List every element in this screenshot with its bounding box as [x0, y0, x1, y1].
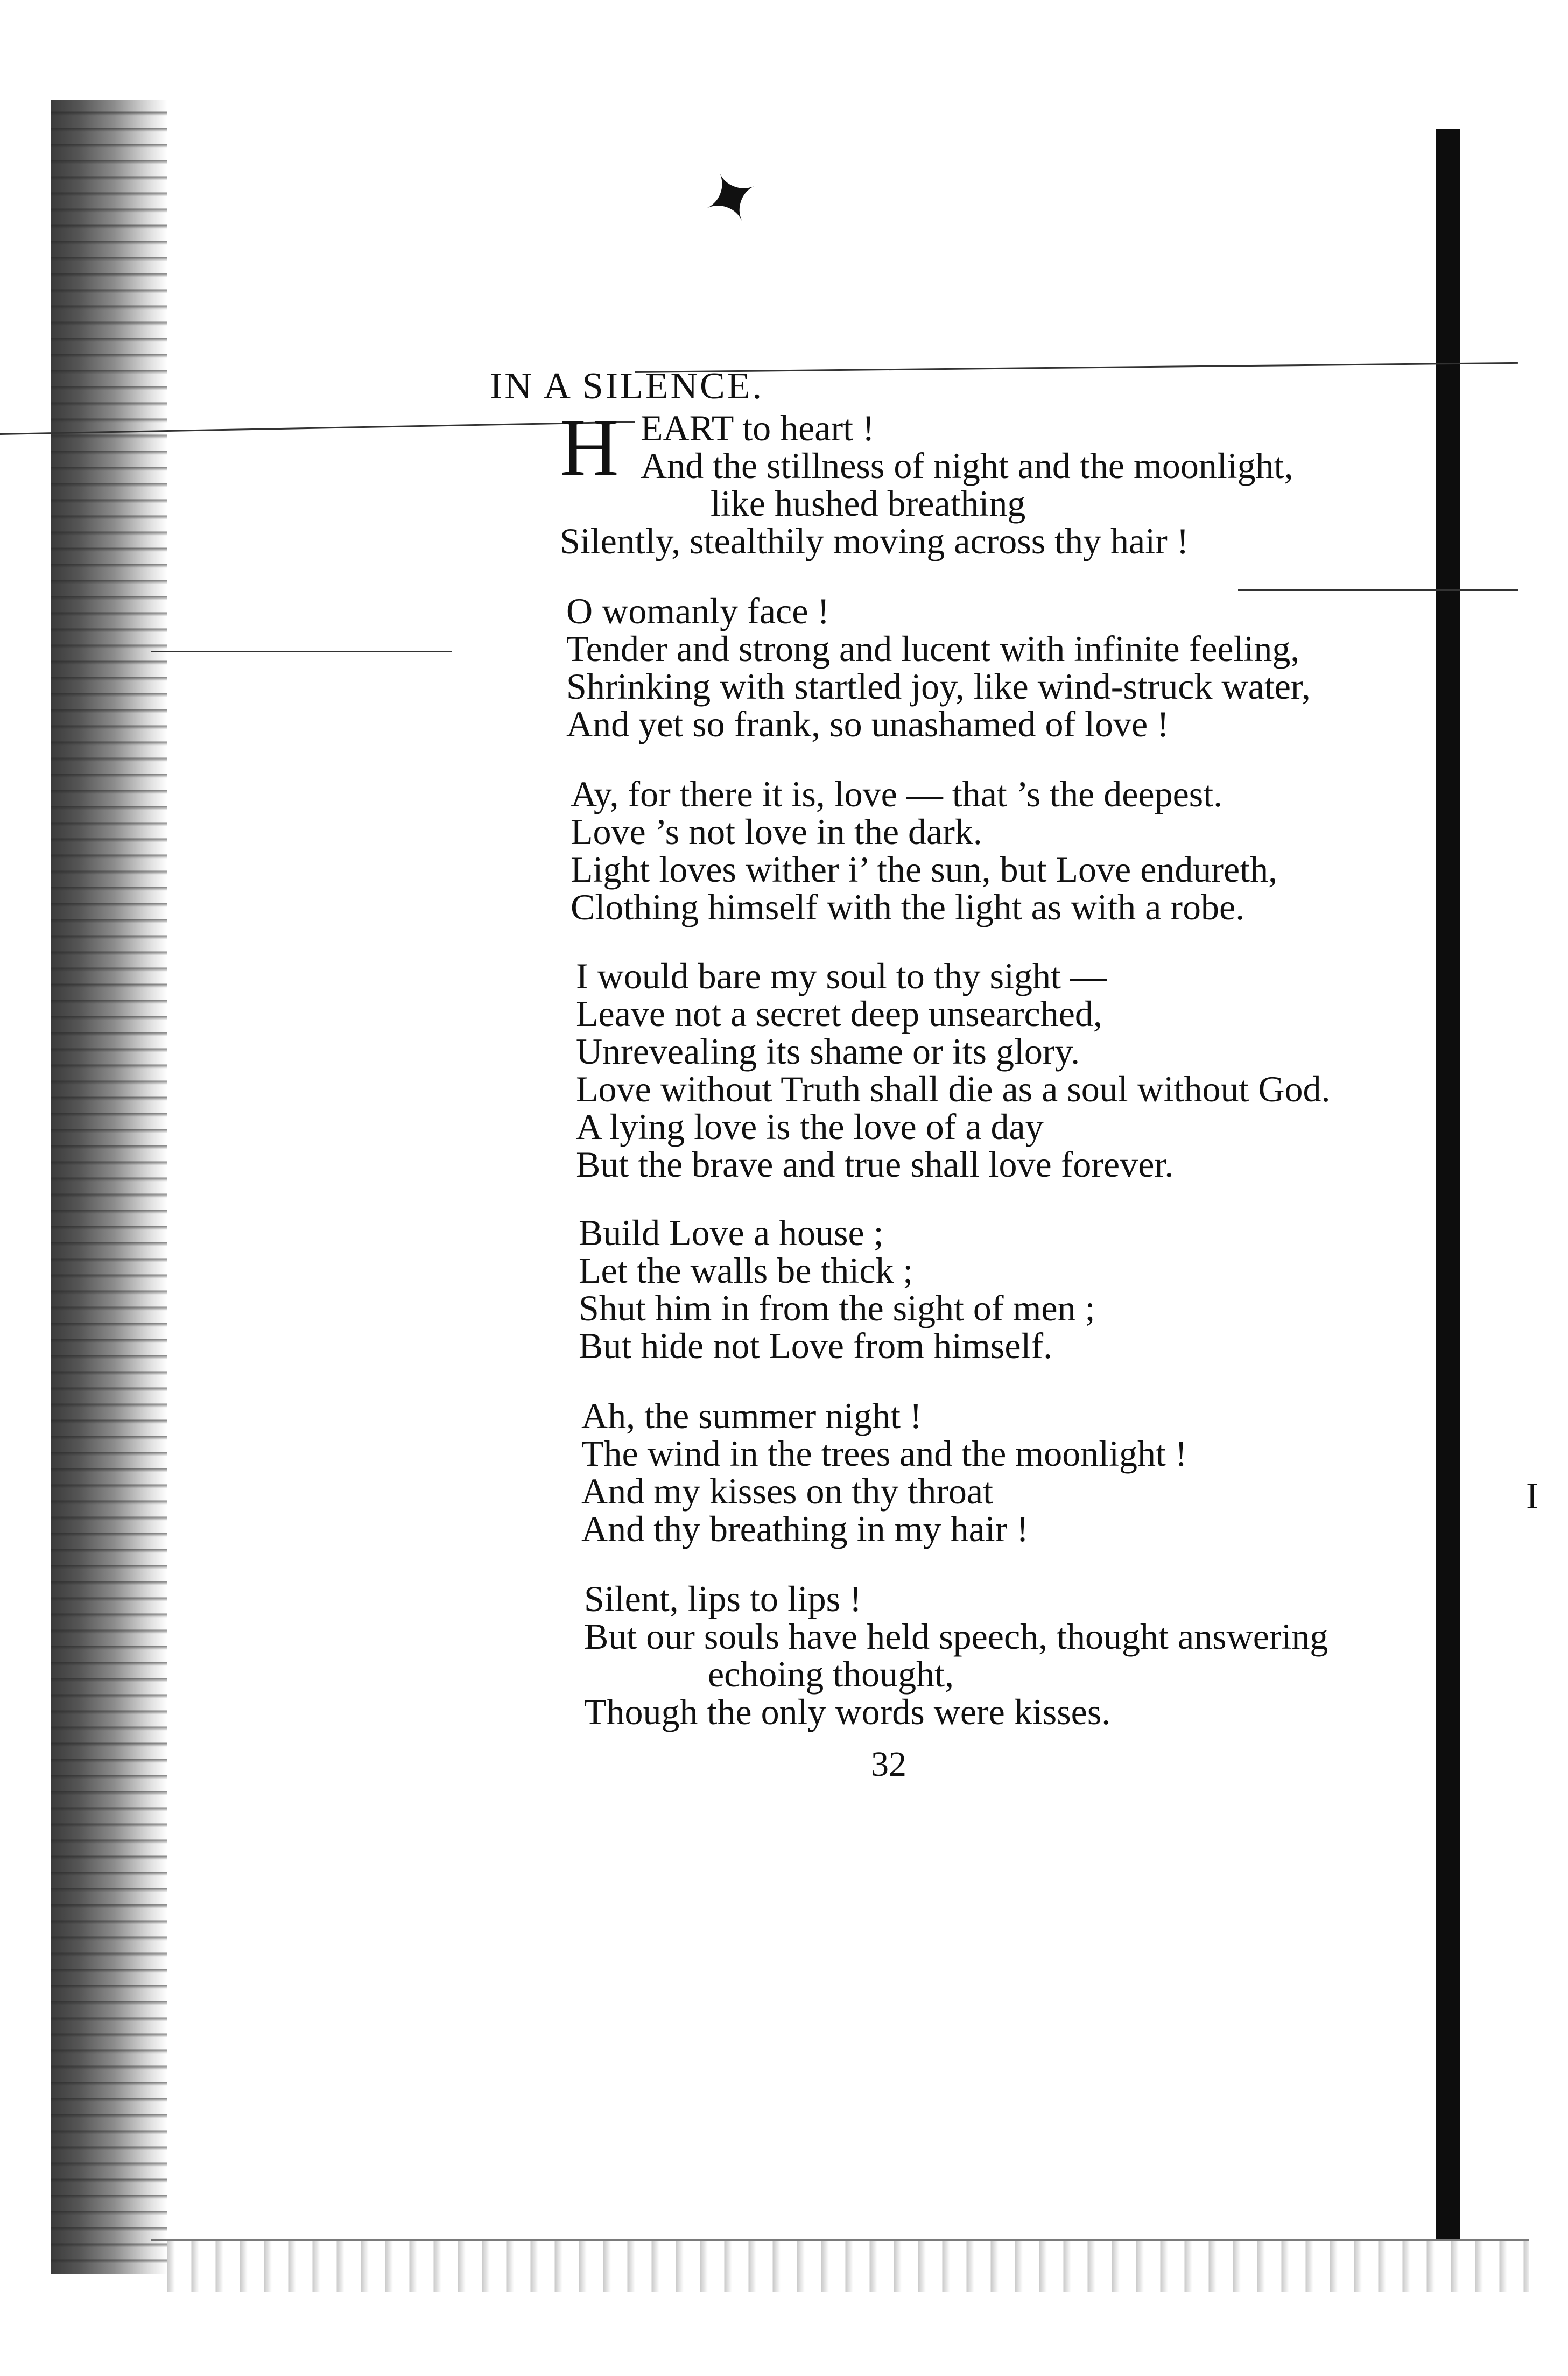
- stanza-2: [566, 592, 1311, 743]
- ink-mark-icon: ✦: [688, 151, 775, 247]
- poem-line: Leave not a secret deep unsearched,: [576, 993, 1102, 1034]
- stanza-7: [584, 1580, 1328, 1731]
- poem-line: A lying love is the love of a day: [576, 1106, 1044, 1147]
- drop-cap: H: [560, 402, 619, 493]
- stanza-6: [581, 1397, 1187, 1548]
- scan-bottom-noise: [151, 2239, 1529, 2292]
- poem-line: Love ’s not love in the dark.: [571, 811, 982, 852]
- stanza-4: [576, 957, 1331, 1183]
- margin-mark: I: [1526, 1475, 1539, 1517]
- poem-line: Let the walls be thick ;: [579, 1250, 913, 1291]
- poem-line: Shut him in from the sight of men ;: [579, 1288, 1095, 1328]
- poem-line: But hide not Love from himself.: [579, 1325, 1053, 1366]
- poem-line: But our souls have held speech, thought answering: [584, 1616, 1328, 1657]
- stanza-5: [579, 1214, 1095, 1365]
- poem-line: Tender and strong and lucent with infinite feeling,: [566, 628, 1300, 669]
- poem-line: O womanly face !: [566, 591, 830, 631]
- poem-line: Silent, lips to lips !: [584, 1578, 862, 1619]
- scan-stray-line: [151, 651, 452, 652]
- poem-line: And yet so frank, so unashamed of love !: [566, 704, 1169, 744]
- poem-line: Shrinking with startled joy, like wind-struck water,: [566, 666, 1311, 707]
- page-number: 32: [871, 1745, 906, 1784]
- poem-title: IN A SILENCE.: [490, 365, 764, 407]
- poem-line: Ay, for there it is, love — that ’s the deepest.: [571, 774, 1223, 814]
- poem-line: And my kisses on thy throat: [581, 1471, 993, 1512]
- stanza-3: [571, 775, 1277, 926]
- poem-line: Clothing himself with the light as with a robe.: [571, 887, 1245, 927]
- scan-stray-line: [635, 362, 1518, 373]
- poem-line: Though the only words were kisses.: [584, 1691, 1111, 1732]
- poem-line: The wind in the trees and the moonlight !: [581, 1433, 1187, 1474]
- poem-line: echoing thought,: [708, 1654, 954, 1695]
- poem-line: I would bare my soul to thy sight —: [576, 955, 1107, 996]
- poem-line: like hushed breathing: [711, 483, 1026, 524]
- poem-line: Ah, the summer night !: [581, 1395, 922, 1436]
- poem-line: EART to heart !: [641, 407, 875, 448]
- stanza-1: [560, 402, 1293, 561]
- poem-line: Unrevealing its shame or its glory.: [576, 1031, 1080, 1072]
- scan-stray-line: [1238, 589, 1518, 591]
- poem-line: Light loves wither i’ the sun, but Love endureth,: [571, 849, 1278, 890]
- poem-line: Build Love a house ;: [579, 1212, 884, 1253]
- poem-line: And thy breathing in my hair !: [581, 1508, 1029, 1549]
- poem-line: But the brave and true shall love forever.: [576, 1144, 1174, 1185]
- poem-line: Silently, stealthily moving across thy hair !: [560, 521, 1189, 561]
- poem-line: Love without Truth shall die as a soul without God.: [576, 1069, 1331, 1109]
- scan-binding-shadow: [51, 100, 167, 2274]
- scan-right-edge-bar: [1436, 129, 1460, 2239]
- poem-line: And the stillness of night and the moonlight,: [641, 445, 1293, 486]
